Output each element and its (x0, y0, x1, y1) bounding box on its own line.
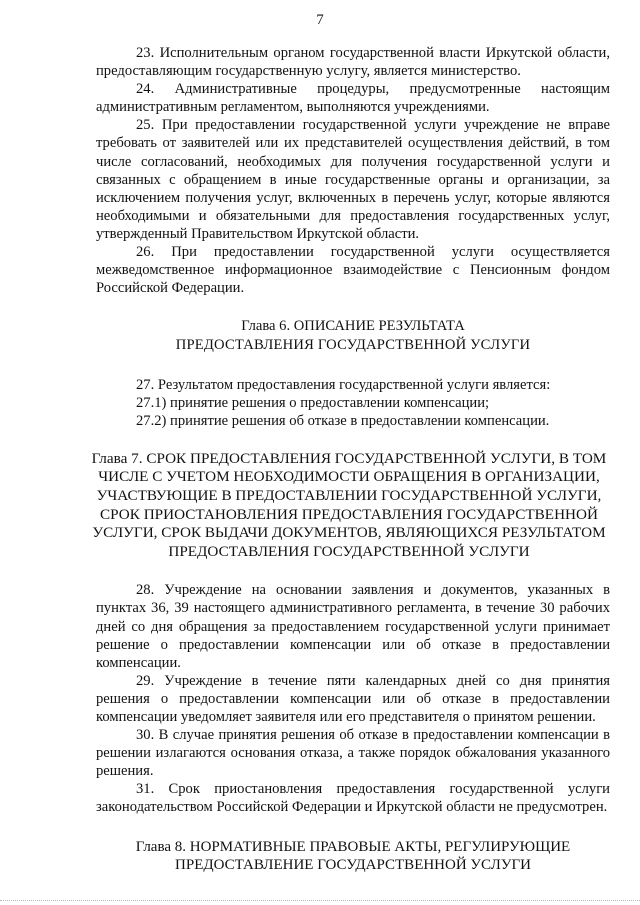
chapter-7-title-line: УЧАСТВУЮЩИЕ В ПРЕДОСТАВЛЕНИИ ГОСУДАРСТВЕННОЙ УСЛУГИ, (96, 486, 602, 504)
list-item-27-2: 27.2) принятие решения об отказе в предоставлении компенсации. (136, 412, 550, 429)
chapter-7-title-line: Глава 7. СРОК ПРЕДОСТАВЛЕНИЯ ГОСУДАРСТВЕННОЙ УСЛУГИ, В ТОМ (91, 449, 607, 467)
paragraph-31: 31. Срок приостановления предоставления государственной услуги законодательством Российской Федерации и Иркутской области не предусмотрен. (96, 781, 610, 816)
paragraph-26: 26. При предоставлении государственной услуги осуществляется межведомственное информационное взаимодействие с Пенсионным фондом Российской Федерации. (96, 244, 610, 297)
paragraph-28: 28. Учреждение на основании заявления и документов, указанных в пунктах 36, 39 настоящего административного регламента, в течение 30 рабочих дней со дня обращения за предоставлением государственной услуги принимает решение о предоставлении компенсации или об отказе в предоставлении компенсации. (96, 582, 610, 671)
chapter-6-title-line-1: Глава 6. ОПИСАНИЕ РЕЗУЛЬТАТА (241, 318, 465, 335)
chapter-7-heading (78, 450, 620, 562)
chapter-7-title-line: СРОК ПРИОСТАНОВЛЕНИЯ ПРЕДОСТАВЛЕНИЯ ГОСУДАРСТВЕННОЙ (100, 505, 598, 523)
paragraph-29: 29. Учреждение в течение пяти календарных дней со дня принятия решения о предоставлении компенсации или об отказе в предоставлении компенсации уведомляет заявителя или его представителя о принятом решении. (96, 672, 610, 725)
chapter-8-heading (96, 838, 610, 875)
paragraph-24: 24. Административные процедуры, предусмотренные настоящим административным регламентом, выполняются учреждениями. (96, 81, 610, 116)
chapter-7-title-line: УСЛУГИ, СРОК ВЫДАЧИ ДОКУМЕНТОВ, ЯВЛЯЮЩИХСЯ РЕЗУЛЬТАТОМ (92, 524, 606, 542)
document-body (91, 44, 610, 875)
chapter-6-title-line-2: ПРЕДОСТАВЛЕНИЯ ГОСУДАРСТВЕННОЙ УСЛУГИ (175, 336, 531, 353)
chapter-8-title-line-1: Глава 8. НОРМАТИВНЫЕ ПРАВОВЫЕ АКТЫ, РЕГУЛИРУЮЩИЕ (135, 838, 571, 855)
paragraph-30: 30. В случае принятия решения об отказе в предоставлении компенсации в решении излагаются основания отказа, а также порядок обжалования указанного решения. (96, 727, 610, 780)
list-item-27-1: 27.1) принятие решения о предоставлении компенсации; (136, 394, 490, 411)
page-number: 7 (316, 12, 324, 28)
chapter-7-title-line: ПРЕДОСТАВЛЕНИЯ ГОСУДАРСТВЕННОЙ УСЛУГИ (168, 542, 530, 560)
paragraph-25: 25. При предоставлении государственной услуги учреждение не вправе требовать от заявителей или их представителей осуществления действий, в том числе согласований, необходимых для получения государственной услуги и связанных с обращением в иные государственные органы и организации, за исключением получения услуг, включенных в перечень услуг, которые являются необходимыми и обязательными для предоставления государственных услуг, утвержденный Правительством Иркутской области. (96, 117, 610, 242)
chapter-8-title-line-2: ПРЕДОСТАВЛЕНИЕ ГОСУДАРСТВЕННОЙ УСЛУГИ (175, 857, 531, 874)
result-list (96, 376, 610, 430)
paragraph-23: 23. Исполнительным органом государственной власти Иркутской области, предоставляющим государственную услугу, является министерство. (96, 45, 610, 80)
page-bottom-edge (0, 900, 640, 903)
paragraph-27: 27. Результатом предоставления государственной услуги является: (136, 376, 551, 393)
chapter-7-title-line: ЧИСЛЕ С УЧЕТОМ НЕОБХОДИМОСТИ ОБРАЩЕНИЯ В ОРГАНИЗАЦИИ, (98, 468, 600, 486)
chapter-6-heading (96, 317, 610, 354)
chapter-7-body (96, 581, 610, 816)
